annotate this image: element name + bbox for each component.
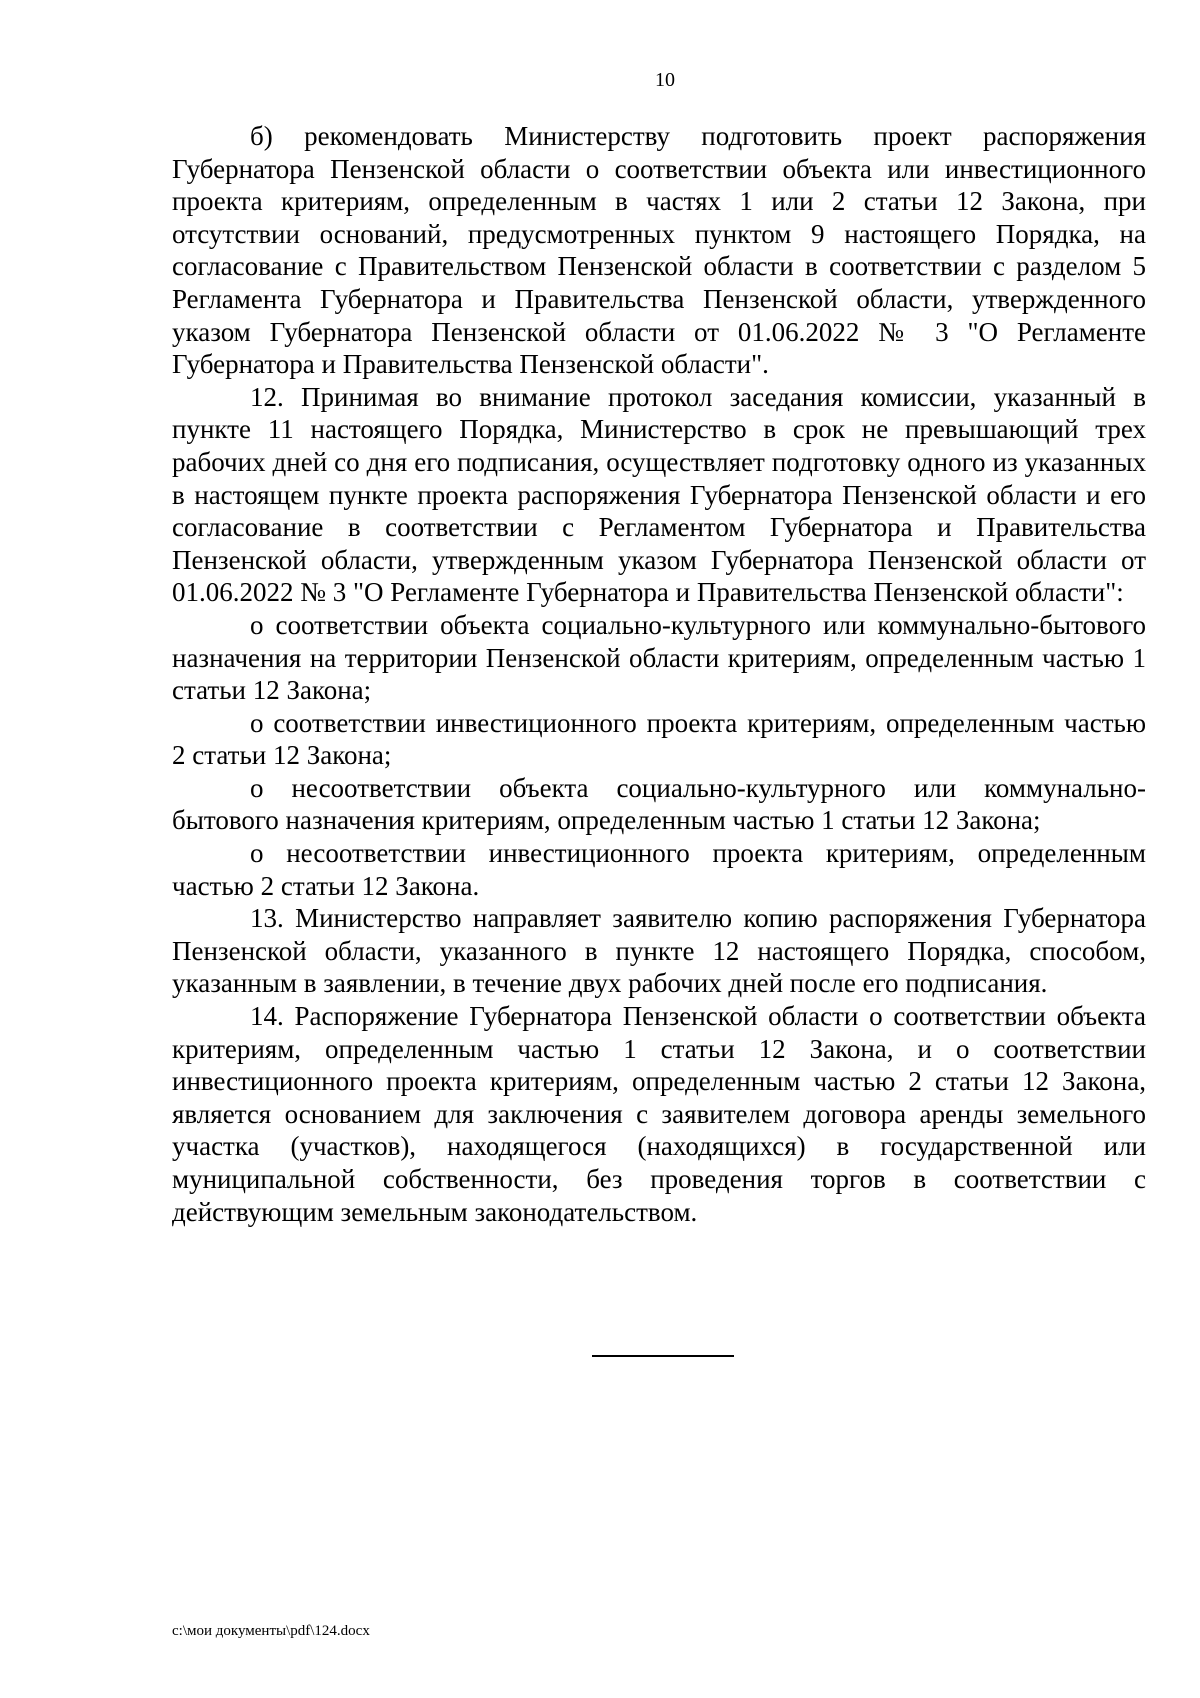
list-item-social-object-compliance: о соответствии объекта социально-культурного или коммунально-бытового назначения на территории Пензенской области критериям, определенным частью 1 статьи 12 Закона; [172, 609, 1146, 706]
paragraph-12-order-preparation: 12. Принимая во внимание протокол заседания комиссии, указанный в пункте 11 настоящего Порядка, Министерство в срок не превышающий трех рабочих дней со дня его подписания, осуществляет подготовку одного из указанных в настоящем пункте проекта распоряжения Губернатора Пензенской области и его согласование в соответствии с Регламентом Губернатора и Правительства Пензенской области, утвержденным указом Губернатора Пензенской области от 01.06.2022 № 3 "О Регламенте Губернатора и Правительства Пензенской области": [172, 381, 1146, 608]
footer-file-path: c:\мои документы\pdf\124.docx [172, 1623, 370, 1639]
list-item-social-object-noncompliance: о несоответствии объекта социально-культурного или коммунально-бытового назначения критериям, определенным частью 1 статьи 12 Закона; [172, 772, 1146, 836]
list-item-investment-project-noncompliance: о несоответствии инвестиционного проекта критериям, определенным частью 2 статьи 12 Закона. [172, 838, 1146, 901]
document-body [172, 120, 1146, 1228]
paragraph-14-lease-basis: 14. Распоряжение Губернатора Пензенской области о соответствии объекта критериям, определенным частью 1 статьи 12 Закона, и о соответствии инвестиционного проекта критериям, определенным частью 2 статьи 12 Закона, является основанием для заключения с заявителем договора аренды земельного участка (участков), находящегося (находящихся) в государственной или муниципальной собственности, без проведения торгов в соответствии с действующим земельным законодательством. [172, 1001, 1146, 1227]
list-item-investment-project-compliance: о соответствии инвестиционного проекта критериям, определенным частью 2 статьи 12 Закона; [172, 707, 1146, 771]
paragraph-13-send-copy: 13. Министерство направляет заявителю копию распоряжения Губернатора Пензенской области, указанного в пункте 12 настоящего Порядка, способом, указанным в заявлении, в течение двух рабочих дней после его подписания. [172, 903, 1146, 999]
end-of-document-rule [592, 1355, 734, 1357]
page-number: 10 [655, 69, 675, 91]
paragraph-b-recommend-ministry: б) рекомендовать Министерству подготовить проект распоряжения Губернатора Пензенской области о соответствии объекта или инвестиционного проекта критериям, определенным в частях 1 или 2 статьи 12 Закона, при отсутствии оснований, предусмотренных пунктом 9 настоящего Порядка, на согласование с Правительством Пензенской области в соответствии с разделом 5 Регламента Губернатора и Правительства Пензенской области, утвержденного указом Губернатора Пензенской области от 01.06.2022 № 3 "О Регламенте Губернатора и Правительства Пензенской области". [172, 121, 1146, 380]
